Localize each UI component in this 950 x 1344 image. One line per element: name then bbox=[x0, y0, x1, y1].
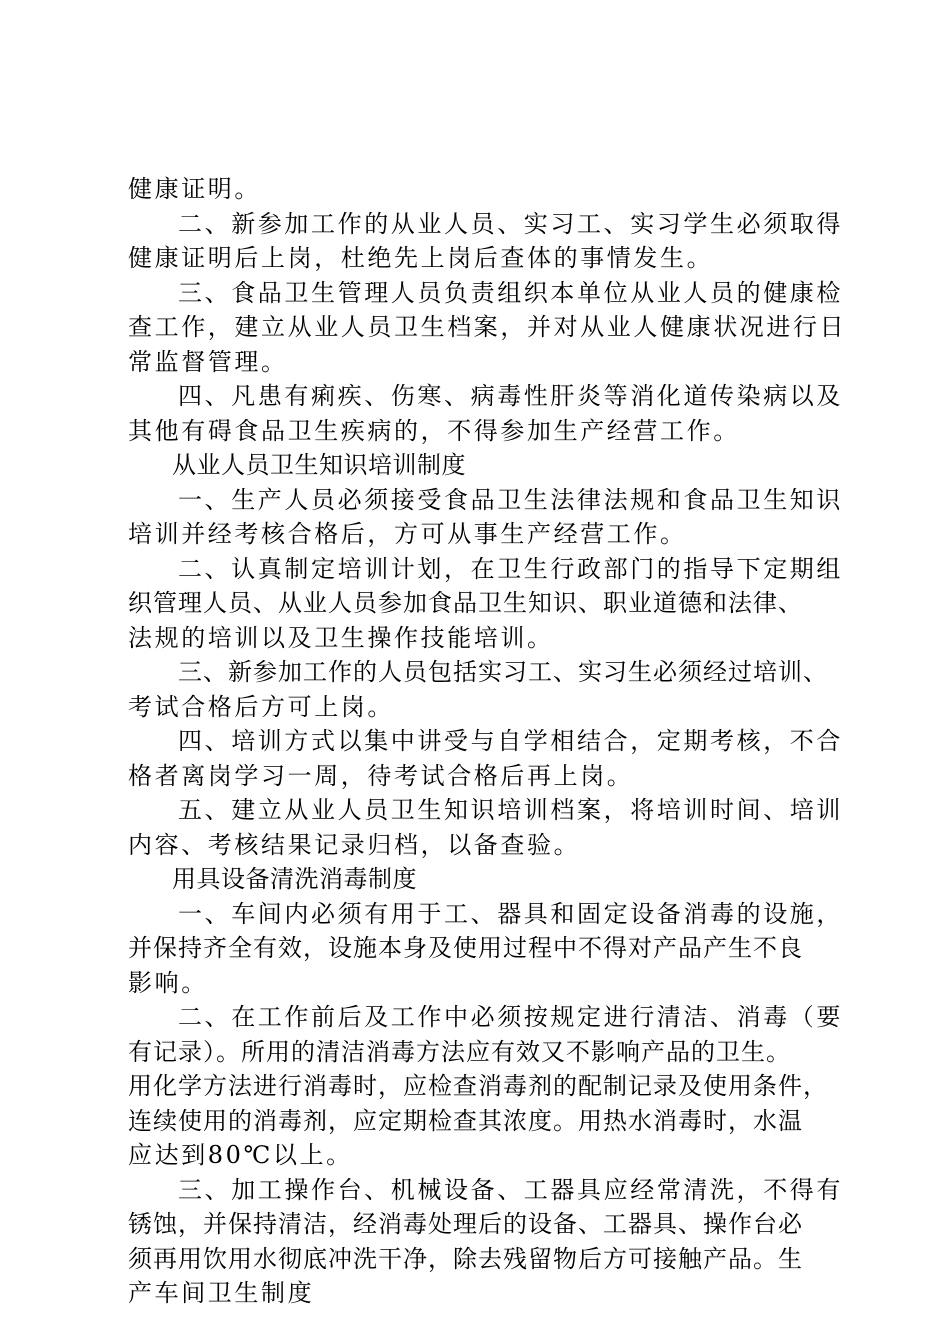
paragraph-start: 一、生产人员必须接受食品卫生法律法规和食品卫生知识 bbox=[178, 485, 843, 514]
text-line: 格者离岗学习一周，待考试合格后再上岗。 bbox=[128, 761, 634, 790]
paragraph-start: 二、认真制定培训计划，在卫生行政部门的指导下定期组 bbox=[178, 554, 843, 583]
text-line: 产车间卫生制度 bbox=[128, 1279, 315, 1307]
text-line: 用化学方法进行消毒时，应检查消毒剂的配制记录及使用条件， bbox=[128, 1072, 828, 1100]
paragraph-start: 三、加工操作台、机械设备、工器具应经常清洗，不得有 bbox=[178, 1175, 843, 1204]
text-line: 其他有碍食品卫生疾病的，不得参加生产经营工作。 bbox=[128, 416, 740, 445]
text-line: 健康证明。 bbox=[128, 175, 261, 203]
paragraph-start: 四、凡患有痢疾、伤寒、病毒性肝炎等消化道传染病以及 bbox=[178, 382, 843, 410]
text-line: 有记录）。所用的清洁消毒方法应有效又不影响产品的卫生。 bbox=[128, 1037, 791, 1066]
paragraph-start: 五、建立从业人员卫生知识培训档案，将培训时间、培训 bbox=[178, 796, 843, 824]
text-line: 内容、考核结果记录归档，以备查验。 bbox=[128, 830, 581, 859]
text-line: 应达到80℃以上。 bbox=[128, 1141, 353, 1169]
paragraph-start: 三、新参加工作的人员包括实习工、实习生必须经过培训、 bbox=[178, 658, 828, 686]
text-line: 并保持齐全有效，设施本身及使用过程中不得对产品产生不良 bbox=[128, 934, 803, 962]
document-body bbox=[128, 172, 847, 1311]
text-line: 织管理人员、从业人员参加食品卫生知识、职业道德和法律、 bbox=[128, 589, 803, 617]
text-line: 须再用饮用水彻底冲洗干净，除去残留物后方可接触产品。生 bbox=[128, 1244, 803, 1273]
paragraph-start: 三、食品卫生管理人员负责组织本单位从业人员的健康检 bbox=[178, 278, 843, 307]
text-line: 法规的培训以及卫生操作技能培训。 bbox=[128, 623, 554, 652]
text-line: 查工作，建立从业人员卫生档案，并对从业人健康状况进行日 bbox=[128, 313, 847, 341]
section-heading: 用具设备清洗消毒制度 bbox=[172, 865, 417, 893]
paragraph-start: 二、在工作前后及工作中必须按规定进行清洁、消毒（要 bbox=[178, 1003, 843, 1031]
section-heading: 从业人员卫生知识培训制度 bbox=[172, 451, 466, 479]
text-line: 考试合格后方可上岗。 bbox=[128, 692, 394, 721]
paragraph-start: 二、新参加工作的从业人员、实习工、实习学生必须取得 bbox=[178, 209, 843, 238]
paragraph-start: 四、培训方式以集中讲受与自学相结合，定期考核，不合 bbox=[178, 727, 843, 755]
text-line: 培训并经考核合格后，方可从事生产经营工作。 bbox=[128, 520, 687, 548]
paragraph-start: 一、车间内必须有用于工、器具和固定设备消毒的设施， bbox=[178, 899, 843, 928]
text-line: 影响。 bbox=[128, 968, 208, 997]
text-line: 连续使用的消毒剂，应定期检查其浓度。用热水消毒时，水温 bbox=[128, 1106, 803, 1135]
text-line: 常监督管理。 bbox=[128, 347, 288, 376]
text-line: 健康证明后上岗，杜绝先上岗后查体的事情发生。 bbox=[128, 244, 714, 272]
text-line: 锈蚀，并保持清洁，经消毒处理后的设备、工器具、操作台必 bbox=[128, 1210, 803, 1238]
